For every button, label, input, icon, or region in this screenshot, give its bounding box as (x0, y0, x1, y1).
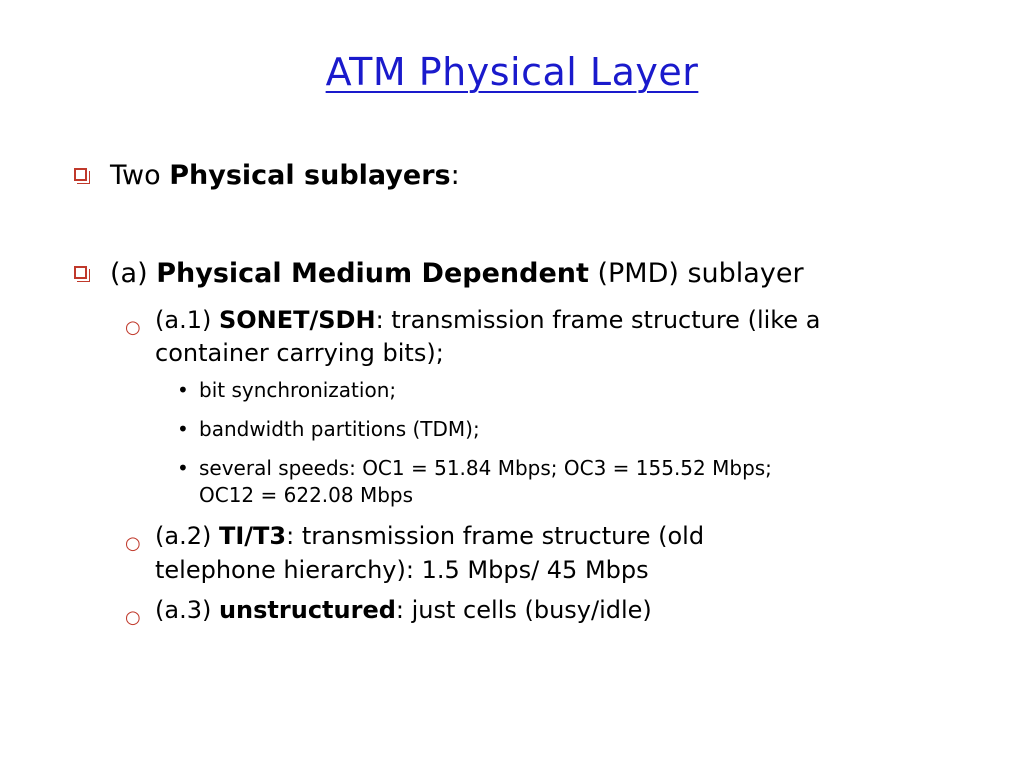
bullet-bold-term: Physical sublayers (169, 160, 451, 191)
sub-bullet-text: : transmission frame structure (old (286, 522, 705, 550)
sub-bullet-text-cont: telephone hierarchy): 1.5 Mbps/ 45 Mbps (155, 556, 649, 584)
sub-sub-bullet-text-cont: OC12 = 622.08 Mbps (199, 483, 414, 507)
sub-bullet-prefix: (a.1) (155, 306, 219, 334)
bullet-pmd-sublayer (110, 257, 804, 291)
bullet-prefix: Two (110, 160, 170, 191)
sub-bullet-sonet-sdh-cont (155, 337, 444, 370)
hollow-circle-bullet-icon: ○ (125, 317, 141, 338)
sub-bullet-unstructured (125, 594, 652, 628)
dot-bullet-icon: • (177, 456, 189, 480)
sub-bullet-bold-term: unstructured (218, 596, 396, 624)
sub-sub-bullet-text: several speeds: OC1 = 51.84 Mbps; OC3 = 155.52 Mbps; (199, 456, 772, 480)
bullet-two-sublayers (110, 159, 460, 193)
hollow-square-bullet-icon (74, 168, 87, 181)
slide-title: ATM Physical Layer (325, 50, 699, 94)
sub-sub-bullet-speeds-cont (199, 482, 413, 509)
bullet-suffix: : (450, 160, 460, 191)
sub-bullet-bold-term: TI/T3 (218, 522, 287, 550)
sub-sub-bullet-bandwidth (177, 416, 480, 443)
sub-bullet-text-cont: container carrying bits); (155, 339, 444, 367)
hollow-circle-bullet-icon: ○ (125, 533, 141, 554)
hollow-circle-bullet-icon: ○ (125, 607, 141, 628)
sub-bullet-prefix: (a.3) (155, 596, 219, 624)
hollow-square-bullet-icon (74, 266, 87, 279)
dot-bullet-icon: • (177, 378, 189, 402)
sub-sub-bullet-speeds (177, 455, 772, 482)
sub-sub-bullet-text: bit synchronization; (199, 378, 397, 402)
sub-bullet-text: : just cells (busy/idle) (395, 596, 652, 624)
sub-bullet-prefix: (a.2) (155, 522, 219, 550)
sub-bullet-t1-t3-cont (155, 554, 649, 587)
bullet-prefix: (a) (110, 258, 157, 289)
bullet-suffix: (PMD) sublayer (588, 258, 804, 289)
sub-bullet-t1-t3 (125, 520, 705, 554)
sub-bullet-sonet-sdh (125, 304, 821, 338)
dot-bullet-icon: • (177, 417, 189, 441)
sub-sub-bullet-bit-sync (177, 377, 397, 404)
bullet-bold-term: Physical Medium Dependent (156, 258, 589, 289)
sub-sub-bullet-text: bandwidth partitions (TDM); (199, 417, 480, 441)
sub-bullet-bold-term: SONET/SDH (218, 306, 376, 334)
sub-bullet-text: : transmission frame structure (like a (375, 306, 821, 334)
